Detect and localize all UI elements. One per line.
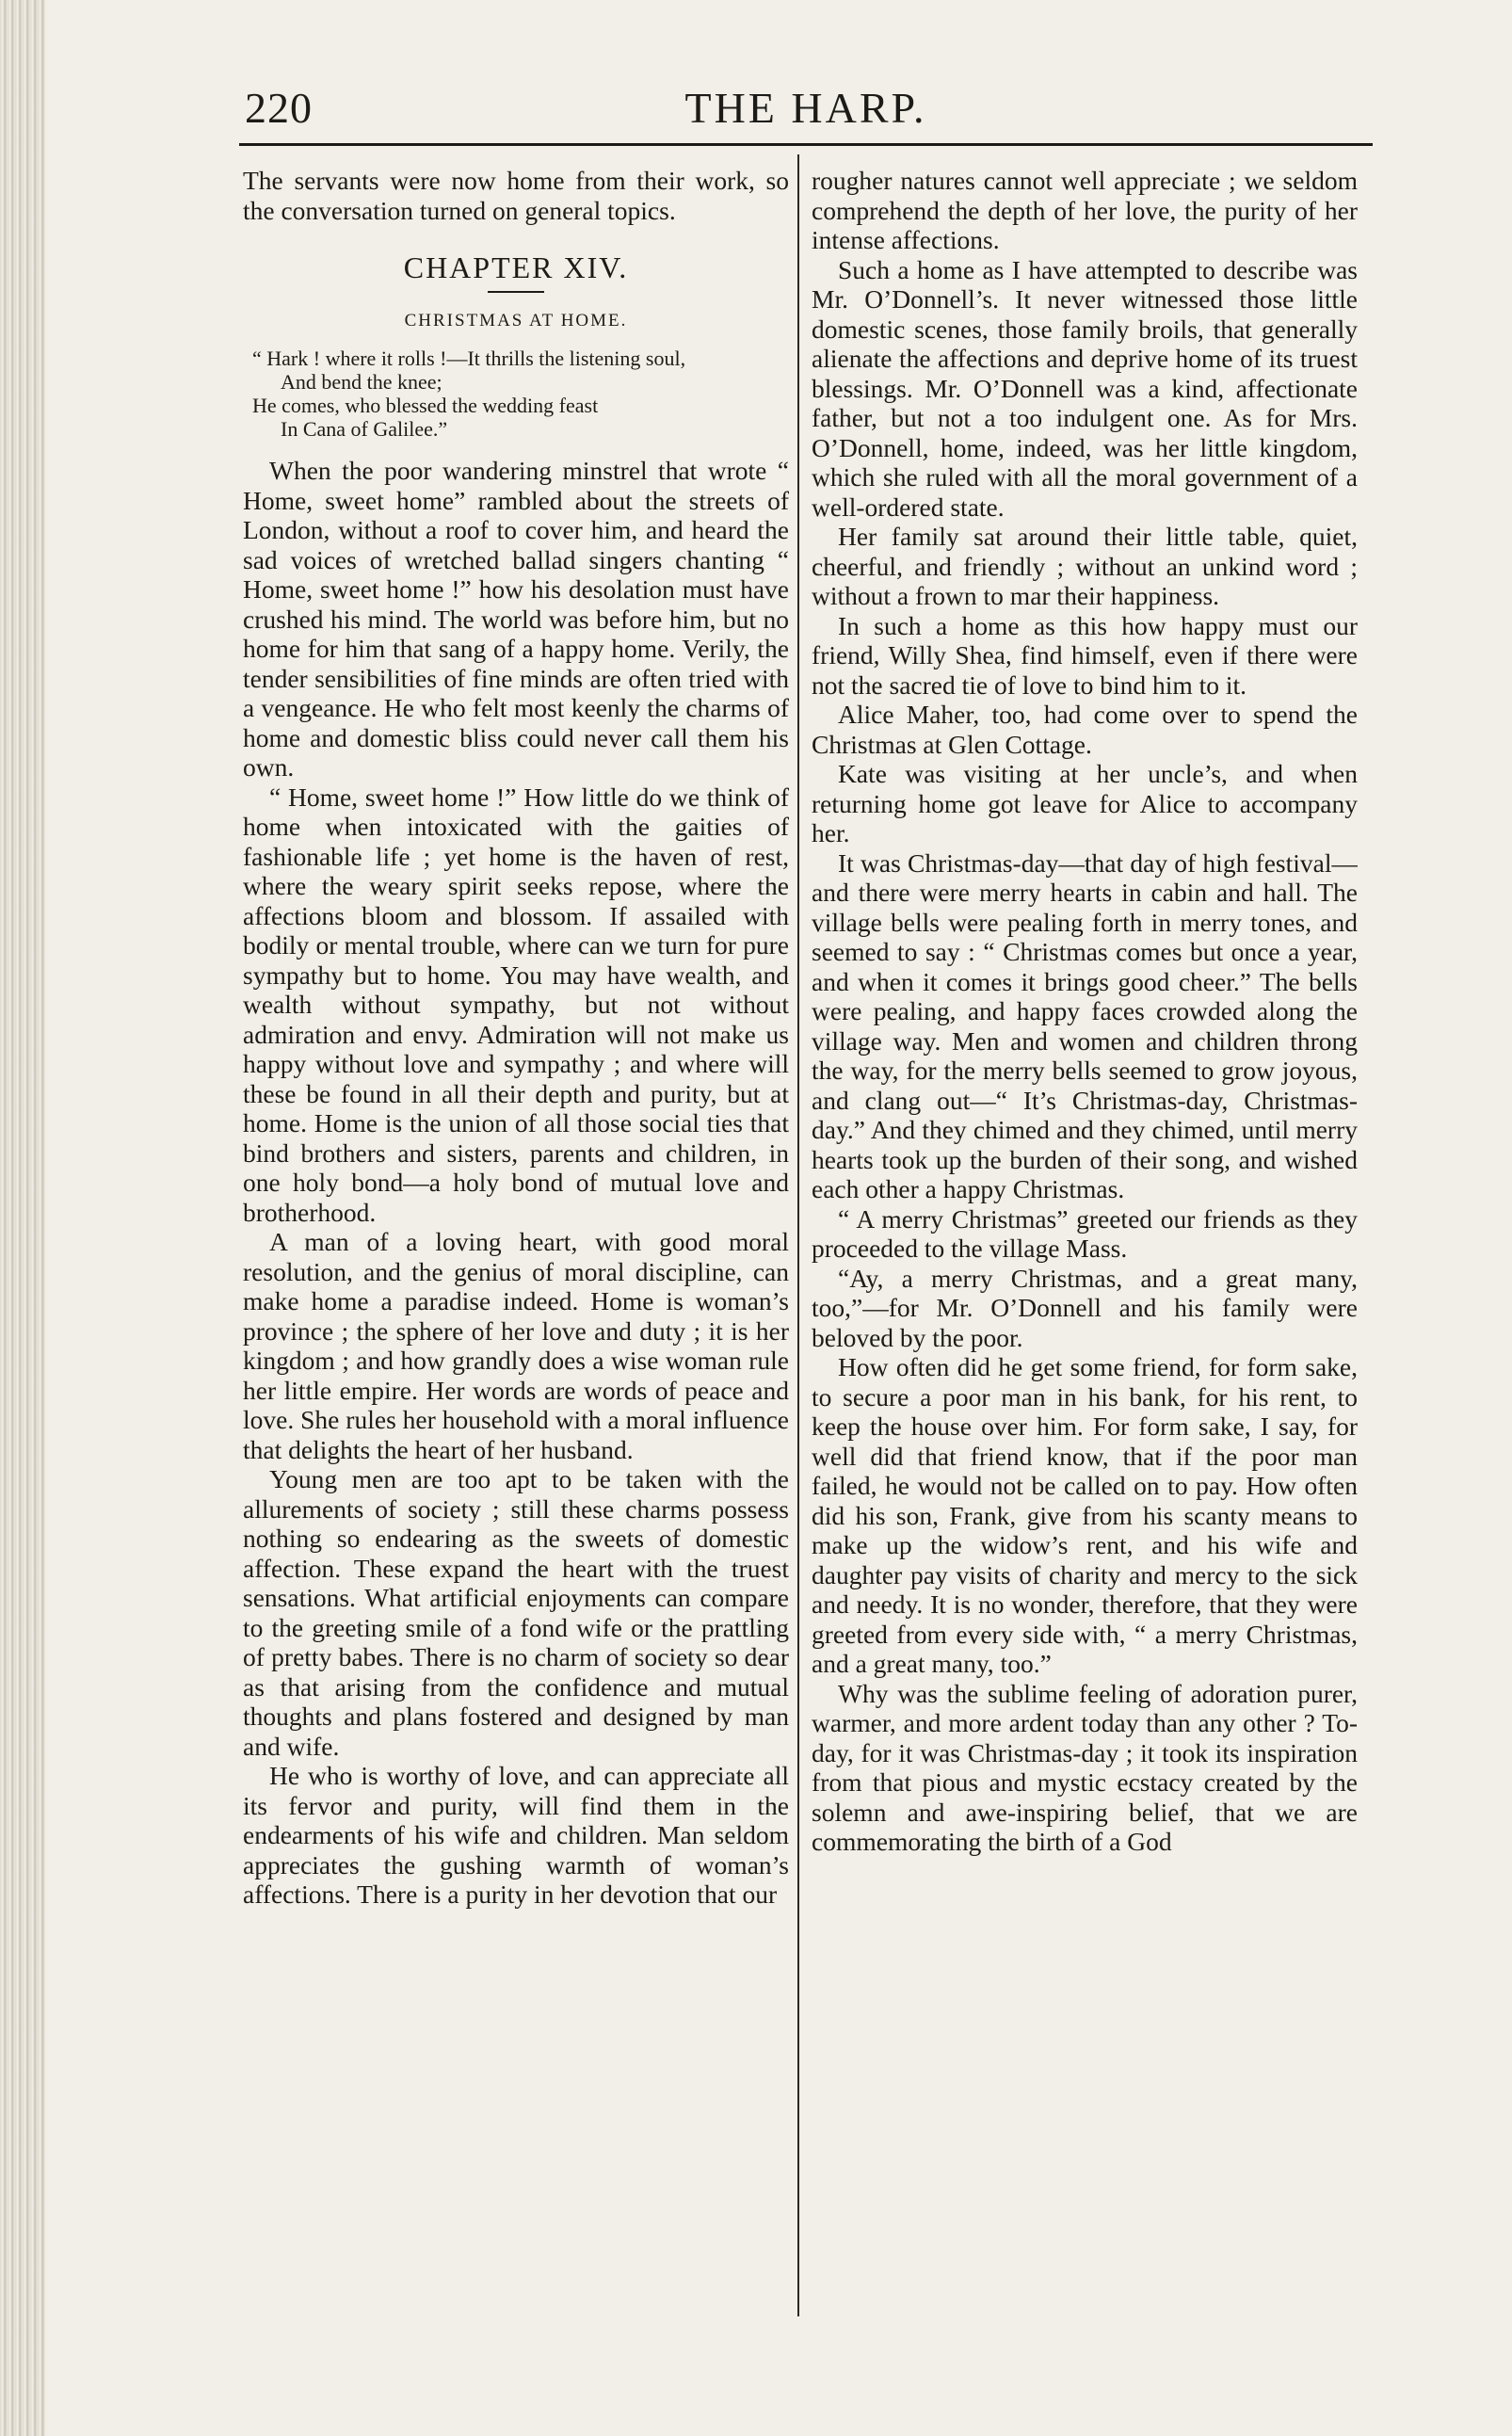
opening-paragraph: The servants were now home from their work, so the conversation turned on general topics.	[243, 166, 789, 225]
column-divider	[797, 154, 799, 2316]
left-column	[243, 166, 789, 2303]
chapter-title: CHAPTER XIV.	[403, 250, 629, 284]
running-title: THE HARP.	[684, 84, 927, 132]
epigraph-line: In Cana of Galilee.”	[281, 417, 448, 441]
paragraph: When the poor wandering minstrel that wrote “ Home, sweet home” rambled about the streets of London, without a roof to cover him, and heard the sad voices of wretched ballad singers chanting “ Home, sweet home !” how his desolation must have crushed his mind. The world was before him, but no home for him that sang of a happy home. Verily, the tender sensibilities of fine minds are often tried with a vengeance. He who felt most keenly the charms of home and domestic bliss could never call them his own.	[243, 456, 789, 782]
paragraph: Kate was visiting at her uncle’s, and when returning home got leave for Alice to accompany her.	[812, 759, 1358, 847]
page	[239, 75, 1373, 2316]
paragraph: Her family sat around their little table, quiet, cheerful, and friendly ; without an unkind word ; without a frown to mar their happiness.	[812, 522, 1358, 610]
epigraph	[252, 347, 780, 441]
right-column	[812, 166, 1358, 2303]
paragraph: Alice Maher, too, had come over to spend the Christmas at Glen Cottage.	[812, 700, 1358, 759]
epigraph-line: And bend the knee;	[281, 370, 442, 394]
page-header	[239, 83, 1373, 149]
binding-edge	[0, 0, 45, 2436]
paragraph: Young men are too apt to be taken with the allurements of society ; still these charms possess nothing so endearing as the sweets of domestic affection. These expand the heart with the truest sensations. What artificial enjoyments can compare to the greeting smile of a fond wife or the prattling of pretty babes. There is no charm of society so dear as that arising from the confidence and mutual thoughts and plans fostered and designed by man and wife.	[243, 1464, 789, 1761]
paragraph: “ A merry Christmas” greeted our friends as they proceeded to the village Mass.	[812, 1203, 1358, 1263]
paragraph: It was Christmas-day—that day of high festival—and there were merry hearts in cabin and hall. The village bells were pealing forth in merry tones, and seemed to say : “ Christmas comes but once a year, and when it comes it brings good cheer.” The bells were pealing, and happy faces crowded along the village way. Men and women and children throng the way, for the merry bells seemed to grow joyous, and clang out—“ It’s Christmas-day, Christmas-day.” And they chimed and they chimed, until merry hearts took up the burden of their song, and wished each other a happy Christmas.	[812, 847, 1358, 1203]
paragraph: Why was the sublime feeling of adoration purer, warmer, and more ardent today than any other ? To-day, for it was Christmas-day ; it took its inspiration from that pious and mystic ecstacy created by the solemn and awe-inspiring belief, that we are commemorating the birth of a God	[812, 1678, 1358, 1856]
paragraph: Such a home as I have attempted to describe was Mr. O’Donnell’s. It never witnessed those little domestic scenes, those family broils, that generally alienate the affections and deprive home of its truest blessings. Mr. O’Donnell was a kind, affectionate father, but not a too indulgent one. As for Mrs. O’Donnell, home, indeed, was her little kingdom, which she ruled with all the moral government of a well-ordered state.	[812, 254, 1358, 522]
header-rule	[239, 143, 1373, 146]
epigraph-line: He comes, who blessed the wedding feast	[252, 394, 599, 417]
chapter-subtitle: CHRISTMAS AT HOME.	[404, 310, 628, 331]
paragraph: “Ay, a merry Christmas, and a great many, too,”—for Mr. O’Donnell and his family were beloved by the poor.	[812, 1263, 1358, 1352]
continued-paragraph: rougher natures cannot well appreciate ; we seldom comprehend the depth of her love, the purity of her intense affections.	[812, 166, 1358, 254]
paragraph: A man of a loving heart, with good moral resolution, and the genius of moral discipline, can make home a paradise indeed. Home is woman’s province ; the sphere of her love and duty ; it is her kingdom ; and how grandly does a wise woman rule her little empire. Her words are words of peace and love. She rules her household with a moral influence that delights the heart of her husband.	[243, 1227, 789, 1464]
paragraph: “ Home, sweet home !” How little do we think of home when intoxicated with the gaities of fashionable life ; yet home is the haven of rest, where the weary spirit seeks repose, where the affections bloom and blossom. If assailed with bodily or mental trouble, where can we turn for pure sympathy but to home. You may have wealth, and wealth without sympathy, but not without admiration and envy. Admiration will not make us happy without love and sympathy ; and where will these be found in all their depth and purity, but at home. Home is the union of all those social ties that bind brothers and sisters, parents and children, in one holy bond—a holy bond of mutual love and brotherhood.	[243, 782, 789, 1227]
paragraph: In such a home as this how happy must our friend, Willy Shea, find himself, even if there were not the sacred tie of love to bind him to it.	[812, 610, 1358, 700]
paragraph: How often did he get some friend, for form sake, to secure a poor man in his bank, for his rent, to keep the house over him. For form sake, I say, for well did that friend know, that if the poor man failed, he would not be called on to pay. How often did his son, Frank, give from his scanty means to make up the widow’s rent, and his wife and daughter pay visits of charity and mercy to the sick and needy. It is no wonder, therefore, that they were greeted from every side with, “ a merry Christmas, and a great many, too.”	[812, 1352, 1358, 1678]
page-number: 220	[245, 84, 313, 132]
paragraph: He who is worthy of love, and can appreciate all its fervor and purity, will find them in the endearments of his wife and children. Man seldom appreciates the gushing warmth of woman’s affections. There is a purity in her devotion that our	[243, 1761, 789, 1909]
epigraph-line: “ Hark ! where it rolls !—It thrills the listening soul,	[252, 347, 686, 370]
chapter-rule	[488, 291, 544, 293]
